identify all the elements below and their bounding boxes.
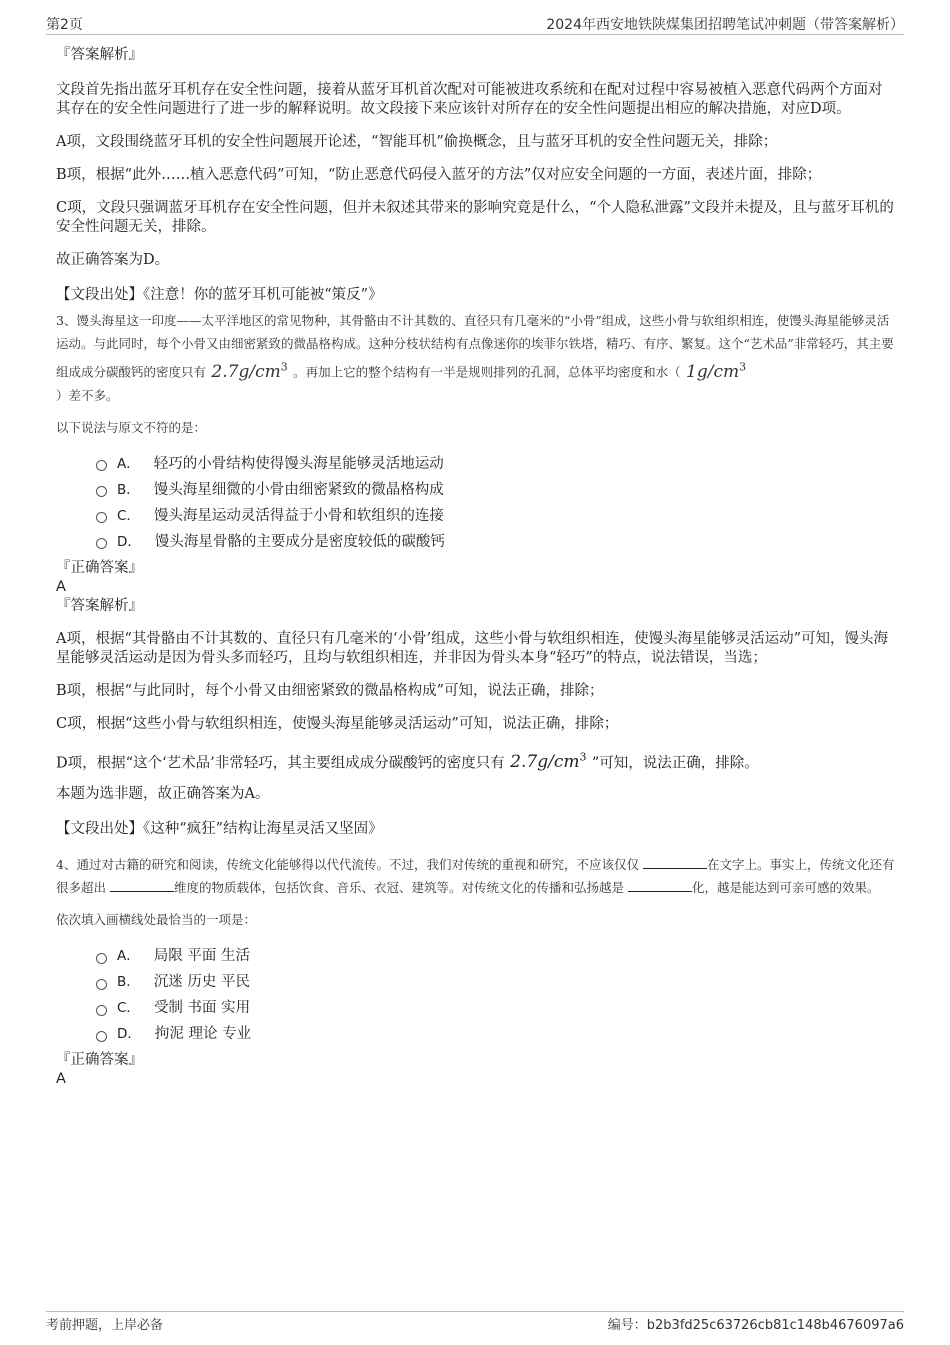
analysis-option-d: D项，根据“这个‘艺术品’非常轻巧，其主要组成成分碳酸钙的密度只有 $2.7g/cm^3$ ”可知，说法正确，排除。 xyxy=(56,750,759,773)
question-3-text: 3、馒头海星这一印度——太平洋地区的常见物种，其骨骼由不计其数的、直径只有几毫米的“小骨”组成，这些小骨与软组织相连，使馒头海星能够灵活运动。与此同时，每个小骨又由细密紧致的微晶格构成。这种分枝状结构有点像迷你的埃菲尔铁塔，精巧、有序、繁复。这个“艺术品”非常轻巧，其主要组成成分碳酸钙的密度只有 $2.7g/cm^3$ 。再加上它的整个结构有一半是规则排列的孔洞，总体平均密度和水（ $1g/cm^3$ ）差不多。 xyxy=(56,313,894,403)
conclusion: 本题为选非题，故正确答案为A。 xyxy=(56,786,270,803)
conclusion: 故正确答案为D。 xyxy=(56,252,170,268)
radio-icon[interactable] xyxy=(96,1005,107,1016)
answer-label: 『正确答案』 xyxy=(56,559,143,576)
answer-value: A xyxy=(56,1071,66,1088)
page-content xyxy=(56,46,896,1089)
question-3-options xyxy=(56,451,896,555)
water-density-formula: $1g/cm^3$ xyxy=(686,360,747,382)
question-4-options xyxy=(56,943,896,1047)
answer-label: 『正确答案』 xyxy=(56,1052,143,1069)
question-4-prompt: 依次填入画横线处最恰当的一项是： xyxy=(56,912,257,928)
fill-blank-2[interactable] xyxy=(110,879,174,892)
question-4-text: 4、通过对古籍的研究和阅读，传统文化能够得以代代流传。不过，我们对传统的重视和研究，不应该仅仅 在文字上。事实上，传统文化还有很多超出 维度的物质载体，包括饮食、音乐、衣冠、建筑等。对传统文化的传播和弘扬越是 化，越是能达到可亲可感的效果。 xyxy=(56,857,895,896)
radio-icon[interactable] xyxy=(96,1031,107,1042)
analysis-label: 『答案解析』 xyxy=(56,47,143,63)
header-divider xyxy=(46,34,904,35)
radio-icon[interactable] xyxy=(96,486,107,497)
fill-blank-3[interactable] xyxy=(628,879,692,892)
radio-icon[interactable] xyxy=(96,953,107,964)
analysis-paragraph: 文段首先指出蓝牙耳机存在安全性问题，接着从蓝牙耳机首次配对可能被进攻系统和在配对过程中容易被植入恶意代码两个方面对其存在的安全性问题进行了进一步的解释说明。故文段接下来应该针对所存在的安全性问题提出相应的解决措施，对应D项。 xyxy=(56,82,883,117)
option-c[interactable]: C． 受制 书面 实用 xyxy=(56,995,896,1021)
radio-icon[interactable] xyxy=(96,512,107,523)
analysis-option-c: C项，文段只强调蓝牙耳机存在安全性问题，但并未叙述其带来的影响究竟是什么，“个人隐私泄露”文段并未提及，且与蓝牙耳机的安全性问题无关，排除。 xyxy=(56,200,894,235)
option-d[interactable]: D． 拘泥 理论 专业 xyxy=(56,1021,896,1047)
analysis-option-c: C项，根据“这些小骨与软组织相连，使馒头海星能够灵活运动”可知，说法正确，排除； xyxy=(56,715,619,732)
question-3-prompt: 以下说法与原文不符的是： xyxy=(56,419,207,435)
option-a[interactable]: A． 局限 平面 生活 xyxy=(56,943,896,969)
document-title: 2024年西安地铁陕煤集团招聘笔试冲刺题（带答案解析） xyxy=(546,17,904,33)
fill-blank-1[interactable] xyxy=(643,856,707,869)
analysis-option-b: B项，根据“与此同时，每个小骨又由细密紧致的微晶格构成”可知，说法正确，排除； xyxy=(56,682,604,699)
footer-divider xyxy=(46,1311,904,1312)
radio-icon[interactable] xyxy=(96,460,107,471)
page-number: 第2页 xyxy=(46,17,83,33)
document-serial: 编号：b2b3fd25c63726cb81c148b4676097a6 xyxy=(607,1318,904,1333)
analysis-option-a: A项，文段围绕蓝牙耳机的安全性问题展开论述，“智能耳机”偷换概念，且与蓝牙耳机的安全性问题无关，排除； xyxy=(56,134,778,150)
option-d[interactable]: D． 馒头海星骨骼的主要成分是密度较低的碳酸钙 xyxy=(56,529,896,555)
footer-slogan: 考前押题，上岸必备 xyxy=(46,1318,164,1333)
density-formula: $2.7g/cm^3$ xyxy=(510,750,587,773)
analysis-option-a: A项，根据“其骨骼由不计其数的、直径只有几毫米的‘小骨’组成，这些小骨与软组织相连，使馒头海星能够灵活运动”可知，馒头海星能够灵活运动是因为骨头多而轻巧，且均与软组织相连，并非因为骨头本身“轻巧”的特点，说法错误，当选； xyxy=(56,630,889,666)
analysis-label: 『答案解析』 xyxy=(56,597,143,614)
density-formula: $2.7g/cm^3$ xyxy=(211,360,288,382)
option-c[interactable]: C． 馒头海星运动灵活得益于小骨和软组织的连接 xyxy=(56,503,896,529)
option-b[interactable]: B． 沉迷 历史 平民 xyxy=(56,969,896,995)
option-a[interactable]: A． 轻巧的小骨结构使得馒头海星能够灵活地运动 xyxy=(56,451,896,477)
analysis-option-b: B项，根据“此外……植入恶意代码”可知，“防止恶意代码侵入蓝牙的方法”仅对应安全问题的一方面，表述片面，排除； xyxy=(56,167,822,183)
radio-icon[interactable] xyxy=(96,538,107,549)
source-citation: 【文段出处】《这种“疯狂”结构让海星灵活又坚固》 xyxy=(56,821,383,838)
answer-value: A xyxy=(56,578,66,595)
radio-icon[interactable] xyxy=(96,979,107,990)
option-b[interactable]: B． 馒头海星细微的小骨由细密紧致的微晶格构成 xyxy=(56,477,896,503)
source-citation: 【文段出处】《注意！你的蓝牙耳机可能被“策反”》 xyxy=(56,287,383,303)
